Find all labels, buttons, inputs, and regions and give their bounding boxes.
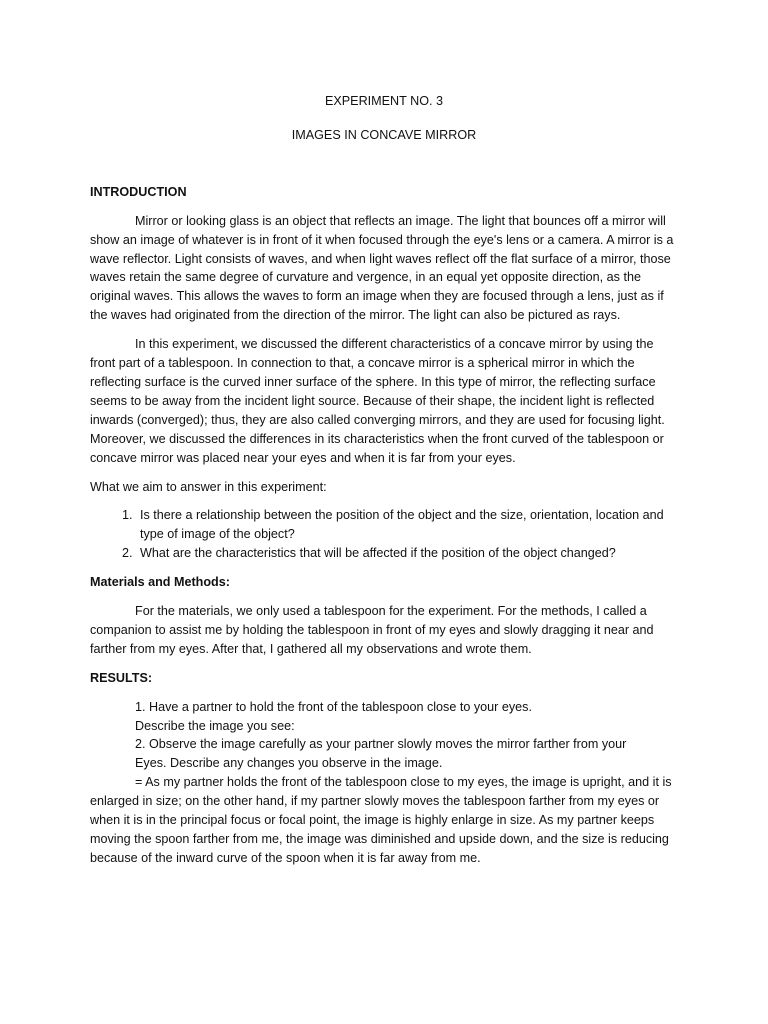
document-title: EXPERIMENT NO. 3 [324,94,444,108]
questions-list [90,506,678,563]
introduction-heading: INTRODUCTION [90,184,187,199]
results-heading: RESULTS: [90,670,153,685]
document-subtitle: IMAGES IN CONCAVE MIRROR [291,127,477,142]
results-step-2: 2. Observe the image carefully as your partner slowly moves the mirror farther from your [135,737,627,752]
introduction-paragraph-1: Mirror or looking glass is an object that reflects an image. The light that bounces off a mirror will show an image of whatever is in front of it when focused through the eye's lens or a camera. A mirror is a wave reflector. Light consists of waves, and when light waves reflect off the flat surface of a mirror, those waves retain the same degree of curvature and vergence, in an equal yet opposite direction, as the original waves. This allows the waves to form an image when they are focused through a lens, just as if the waves had originated from the direction of the mirror. The light can also be pictured as rays. [90,213,674,323]
results-step-1-detail: Describe the image you see: [135,718,295,733]
results-step-2-detail: Eyes. Describe any changes you observe in the image. [135,756,443,771]
introduction-paragraph-2: In this experiment, we discussed the different characteristics of a concave mirror by using the front part of a tablespoon. In connection to that, a concave mirror is a spherical mirror in which the reflecting surface is the curved inner surface of the sphere. In this type of mirror, the reflecting surface seems to be away from the incident light source. Because of their shape, the incident light is reflected inwards (converged); thus, they are also called converging mirrors, and they are used for focusing light. Moreover, we discussed the differences in its characteristics when the front curved of the tablespoon or concave mirror was placed near your eyes and when it is far from your eyes. [90,337,665,465]
results-answer: = As my partner holds the front of the tablespoon close to my eyes, the image is upright, and it is enlarged in size; on the other hand, if my partner slowly moves the tablespoon farther from my eyes or when it is in the principal focus or focal point, the image is highly enlarge in size. As my partner keeps moving the spoon farther from me, the image was diminished and upside down, and the size is reducing because of the inward curve of the spoon when it is far away from me. [90,775,672,865]
aim-intro-text: What we aim to answer in this experiment: [90,479,327,494]
materials-heading: Materials and Methods: [90,575,230,590]
materials-paragraph: For the materials, we only used a tablespoon for the experiment. For the methods, I called a companion to assist me by holding the tablespoon in front of my eyes and slowly dragging it near and farther from my eyes. After that, I gathered all my observations and wrote them. [90,604,654,656]
results-steps [90,698,678,774]
question-item-2: 2. What are the characteristics that will be affected if the position of the object changed? [136,544,678,563]
question-item-1: 1. Is there a relationship between the position of the object and the size, orientation, location and type of image of the object? [136,506,678,544]
results-step-1: 1. Have a partner to hold the front of the tablespoon close to your eyes. [135,699,532,714]
